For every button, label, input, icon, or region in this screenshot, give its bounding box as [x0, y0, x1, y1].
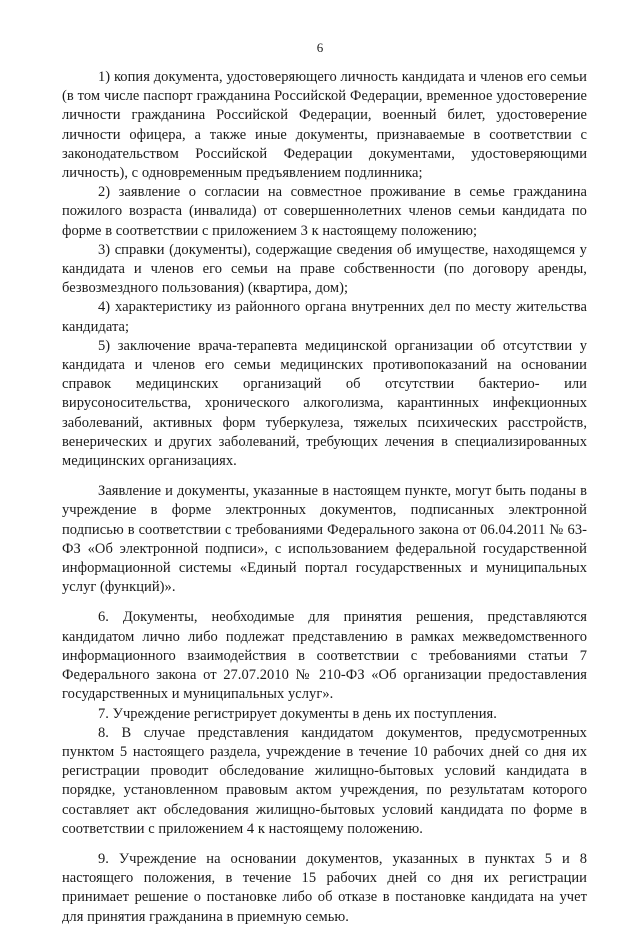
paragraph-point-7: 7. Учреждение регистрирует документы в день их поступления.: [98, 705, 497, 722]
paragraph-point-6: 6. Документы, необходимые для принятия решения, представляются кандидатом лично либо подлежат представлению в рамках межведомственного информационного взаимодействия в соответствии с требованиями статьи 7 Федерального закона от 27.07.2010 № 210-ФЗ «Об организации предоставления государственных и муниципальных услуг».: [62, 609, 587, 703]
paragraph-item-5: 5) заключение врача-терапевта медицинской организации об отсутствии у кандидата и членов его семьи медицинских противопоказаний на основании справок медицинских организаций об отсутствии бактерио- или вирусоносительства, хронического алкоголизма, карантинных инфекционных заболеваний, активных форм туберкулеза, тяжелых психических расстройств, венерических и других заболеваний, требующих лечения в специализированных медицинских организациях.: [62, 337, 587, 470]
paragraph-item-2: 2) заявление о согласии на совместное проживание в семье гражданина пожилого возраста (инвалида) от совершеннолетних членов семьи кандидата по форме в соответствии с приложением 3 к настоящему положению;: [62, 184, 587, 239]
paragraph-point-8: 8. В случае представления кандидатом документов, предусмотренных пунктом 5 настоящего раздела, учреждение в течение 10 рабочих дней со дня их регистрации проводит обследование жилищно-бытовых условий кандидата в порядке, установленном правовым актом учреждения, по результатам которого составляет акт обследования жилищно-бытовых условий кандидата по форме в соответствии с приложением 4 к настоящему положению.: [62, 724, 587, 837]
page-number: 6: [316, 40, 324, 55]
paragraph-electronic-submission: Заявление и документы, указанные в настоящем пункте, могут быть поданы в учреждение в форме электронных документов, подписанных электронной подписью в соответствии с требованиями Федерального закона от 06.04.2011 № 63-ФЗ «Об электронной подписи», с использованием федеральной государственной информационной системы «Единый портал государственных и муниципальных услуг (функций)».: [62, 483, 587, 596]
paragraph-point-9: 9. Учреждение на основании документов, указанных в пунктах 5 и 8 настоящего положения, в течение 15 рабочих дней со дня их регистрации принимает решение о постановке либо об отказе в постановке кандидата на учет для принятия гражданина в приемную семью.: [62, 850, 587, 925]
paragraph-item-4: 4) характеристику из районного органа внутренних дел по месту жительства кандидата;: [62, 299, 587, 335]
paragraph-item-3: 3) справки (документы), содержащие сведения об имуществе, находящемся у кандидата и членов его семьи на праве собственности (по договору аренды, безвозмездного пользования) (квартира, дом);: [62, 241, 587, 297]
paragraph-item-1: 1) копия документа, удостоверяющего личность кандидата и членов его семьи (в том числе паспорт гражданина Российской Федерации, временное удостоверение личности гражданина Российской Федерации, военный билет, удостоверение личности офицера, а также иные документы, признаваемые в соответствии с законодательством Российской Федерации документами, удостоверяющими личность), с одновременным предъявлением подлинника;: [62, 69, 587, 182]
document-body: [62, 68, 587, 927]
